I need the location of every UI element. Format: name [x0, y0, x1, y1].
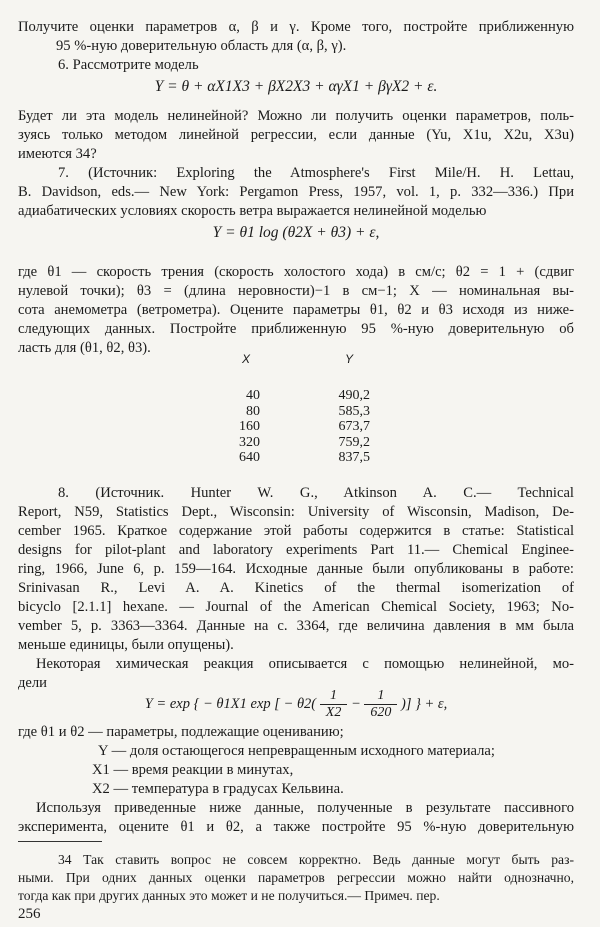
text-line: дели: [18, 675, 47, 691]
text-line: где θ1 и θ2 — параметры, подлежащие оцениванию;: [18, 724, 344, 740]
text-line: Используя приведенные ниже данные, полученные в результате пассивного: [36, 800, 574, 816]
text-line: designs for pilot-plant and laboratory experiments Part 11.— Chemical Enginee-: [18, 542, 574, 558]
text-line: Будет ли эта модель нелинейной? Можно ли получить оценки параметров, поль-: [18, 108, 574, 124]
eq8-mid: − θ1X1 exp [ − θ2(: [203, 695, 317, 712]
equation-model-7: Y = θ1 log (θ2X + θ3) + ε,: [212, 224, 380, 241]
text-line: vember 5, p. 3363—3364. Данные на с. 3364, где величина давления в мм была: [18, 618, 574, 634]
text-line: сота анемометра (ветрометра). Оцените параметры θ1, θ2 и θ3 исходя из ниже-: [18, 302, 574, 318]
table-cell-x: 320: [239, 434, 260, 450]
fraction-numerator: 1: [320, 688, 348, 705]
table-header-x: X: [242, 352, 251, 366]
exercise-8-source: 8. (Источник. Hunter W. G., Atkinson A. C.— Technical: [58, 485, 574, 501]
text-line: имеются 34?: [18, 146, 97, 162]
text-line: ласть для (θ1, θ2, θ3).: [18, 340, 151, 356]
footnote-divider: [18, 841, 102, 842]
footnote-line: 34 Так ставить вопрос не совсем корректно. Ведь данные могут быть раз-: [58, 852, 574, 867]
exercise-7-source: 7. (Источник: Exploring the Atmosphere's First Mile/H. H. Lettau,: [58, 165, 574, 181]
text-line: следующих данных. Постройте приближенную 95 %-ную доверительную об: [18, 321, 574, 337]
fraction-1-over-620: [364, 688, 397, 721]
text-line: где θ1 — скорость трения (скорость холостого хода) в см/с; θ2 = 1 + (сдвиг: [18, 264, 574, 280]
exercise-6-heading: 6. Рассмотрите модель: [58, 57, 199, 73]
text-line: адиабатических условиях скорость ветра выражается нелинейной моделью: [18, 203, 487, 219]
text-line: нулевой точки); θ3 = (длина неровности)−1 в см−1; X — номинальная вы-: [18, 283, 574, 299]
eq8-lhs: Y = exp {: [144, 695, 200, 712]
table-header-y: Y: [345, 352, 354, 366]
text-line: Y — доля остающегося непревращенным исходного материала;: [98, 743, 495, 759]
text-line: Некоторая химическая реакция описывается с помощью нелинейной, мо-: [36, 656, 574, 672]
table-cell-x: 40: [246, 388, 260, 403]
text-line: меньше единицы, были опущены).: [18, 637, 234, 653]
eq8-minus: −: [350, 695, 361, 712]
page-number: 256: [18, 906, 41, 922]
table-cell-y: 837,5: [338, 450, 370, 465]
text-line: ring, 1966, June 6, p. 159—164. Исходные данные были опубликованы в работе:: [18, 561, 574, 577]
table-cell-x: 80: [246, 403, 260, 419]
table-cell-y: 673,7: [338, 419, 370, 434]
table-cell-y: 585,3: [338, 403, 370, 419]
text-line: зуясь только методом линейной регрессии, если данные (Yu, X1u, X2u, X3u): [18, 127, 574, 143]
text-line: bicyclo [2.1.1] hexane. — Journal of the American Chemical Society, 1963; No-: [18, 599, 574, 615]
table-cell-x: 160: [239, 419, 260, 434]
table-cell-y: 490,2: [338, 388, 370, 403]
text-line: X2 — температура в градусах Кельвина.: [92, 781, 344, 797]
text-line: 95 %-ную доверительную область для (α, β, γ).: [56, 38, 347, 54]
text-line: Srinivasan R., Levi A. A. Kinetics of the thermal isomerization of: [18, 580, 574, 596]
text-line: B. Davidson, eds.— New York: Pergamon Press, 1957, vol. 1, p. 332—336.) При: [18, 184, 574, 200]
footnote-line: ными. При одних данных оценки параметров регрессии можно найти однозначно,: [18, 870, 574, 885]
table-cell-y: 759,2: [338, 434, 370, 450]
eq8-rhs: )] } + ε,: [401, 695, 448, 712]
footnote-line: тогда как при других данных это может и не получиться.— Примеч. пер.: [18, 888, 440, 903]
text-line: Report, N59, Statistics Dept., Wisconsin: University of Wisconsin, Madison, De-: [18, 504, 574, 520]
text-line: эксперимента, оцените θ1 и θ2, а также постройте 95 %-ную доверительную: [18, 819, 574, 835]
text-line: cember 1965. Краткое содержание этой работы содержится в статье: Statistical: [18, 523, 574, 539]
equation-model-6: Y = θ + αX1X3 + βX2X3 + αγX1 + βγX2 + ε.: [154, 78, 438, 95]
equation-model-8: [18, 688, 574, 721]
table-column-x: [232, 388, 260, 466]
fraction-denominator: 620: [370, 705, 392, 720]
text-line: Получите оценки параметров α, β и γ. Кроме того, постройте приближенную: [18, 19, 574, 35]
table-cell-x: 640: [239, 450, 260, 465]
table-column-y: [330, 388, 370, 466]
fraction-denominator: X2: [325, 705, 342, 720]
fraction-numerator: 1: [364, 688, 397, 705]
text-line: X1 — время реакции в минутах,: [92, 762, 294, 778]
fraction-1-over-x2: [320, 688, 348, 721]
